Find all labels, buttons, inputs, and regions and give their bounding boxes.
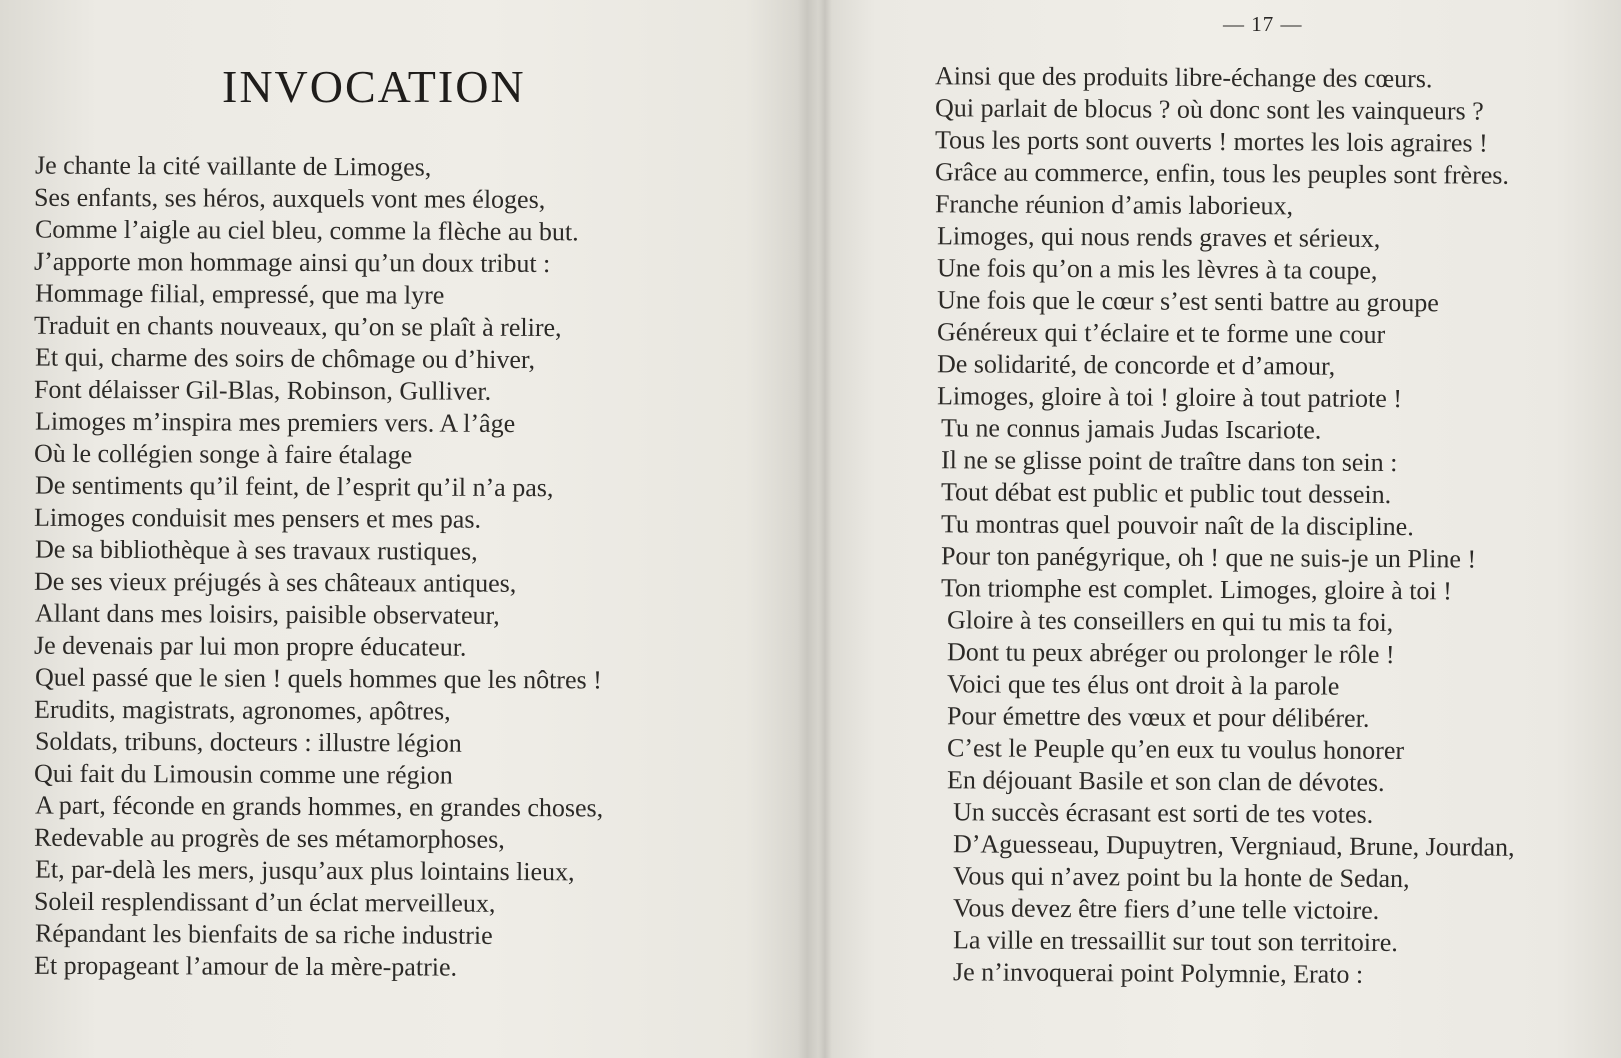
verse-line: Vous qui n’avez point bu la honte de Sedan, xyxy=(952,861,1410,894)
right-page xyxy=(835,0,1621,1058)
verse-line: Gloire à tes conseillers en qui tu mis ta foi, xyxy=(946,605,1394,637)
verse-line: Où le collégien songe à faire étalage xyxy=(33,438,413,470)
verse-line: Ses enfants, ses héros, auxquels vont mes éloges, xyxy=(33,182,546,214)
verse-line: De solidarité, de concorde et d’amour, xyxy=(936,349,1336,381)
verse-line: Hommage filial, empressé, que ma lyre xyxy=(34,278,445,310)
verse-line: Ainsi que des produits libre-échange des cœurs. xyxy=(934,61,1433,94)
verse-line: Traduit en chants nouveaux, qu’on se plaît à relire, xyxy=(33,310,562,343)
verse-line: Tu ne connus jamais Judas Iscariote. xyxy=(940,413,1322,445)
verse-line: Franche réunion d’amis laborieux, xyxy=(934,189,1294,221)
left-verse-lines xyxy=(34,151,602,983)
verse-line: Limoges m’inspira mes premiers vers. A l’âge xyxy=(34,406,516,439)
verse-line: Soldats, tribuns, docteurs : illustre légion xyxy=(34,726,462,758)
verse-line: Et propageant l’amour de la mère-patrie. xyxy=(33,950,458,982)
verse-line: Voici que tes élus ont droit à la parole xyxy=(946,669,1340,701)
verse-line: Limoges, gloire à toi ! gloire à tout patriote ! xyxy=(936,381,1403,414)
poem-title: INVOCATION xyxy=(222,61,526,112)
verse-line: Vous devez être fiers d’une telle victoire. xyxy=(952,893,1380,925)
verse-line: Ton triomphe est complet. Limoges, gloire à toi ! xyxy=(940,573,1452,606)
verse-line: Limoges, qui nous rends graves et sérieux, xyxy=(936,221,1381,253)
verse-line: Comme l’aigle au ciel bleu, comme la flèche au but. xyxy=(34,214,579,247)
verse-line: Soleil resplendissant d’un éclat merveilleux, xyxy=(33,886,496,918)
verse-line: Limoges conduisit mes pensers et mes pas. xyxy=(33,502,482,534)
verse-line: Redevable au progrès de ses métamorphoses, xyxy=(33,822,505,854)
verse-line: D’Aguesseau, Dupuytren, Vergniaud, Brune, Jourdan, xyxy=(952,829,1515,862)
verse-line: C’est le Peuple qu’en eux tu voulus honorer xyxy=(946,733,1405,766)
verse-line: Qui fait du Limousin comme une région xyxy=(33,758,453,790)
verse-line: Répandant les bienfaits de sa riche industrie xyxy=(34,918,493,950)
verse-line: De sentiments qu’il feint, de l’esprit qu’il n’a pas, xyxy=(34,470,554,503)
verse-line: Pour ton panégyrique, oh ! que ne suis-je un Pline ! xyxy=(940,541,1477,574)
verse-line: Généreux qui t’éclaire et te forme une cour xyxy=(936,317,1386,349)
verse-line: Tout débat est public et public tout dessein. xyxy=(940,477,1392,509)
verse-line: J’apporte mon hommage ainsi qu’un doux tribut : xyxy=(33,246,551,279)
verse-line: Qui parlait de blocus ? où donc sont les vainqueurs ? xyxy=(934,93,1484,126)
verse-line: Font délaisser Gil-Blas, Robinson, Gulliver. xyxy=(33,374,492,406)
book-gutter xyxy=(818,0,832,1058)
verse-line: De ses vieux préjugés à ses châteaux antiques, xyxy=(33,566,517,598)
verse-line: Tu montras quel pouvoir naît de la discipline. xyxy=(940,509,1414,542)
verse-line: A part, féconde en grands hommes, en grandes choses, xyxy=(34,790,604,823)
verse-line: Pour émettre des vœux et pour délibérer. xyxy=(946,701,1370,733)
right-verse-lines xyxy=(935,62,1515,990)
page-number: — 17 — xyxy=(1223,12,1303,36)
verse-line: En déjouant Basile et son clan de dévotes. xyxy=(946,765,1385,797)
verse-line: Tous les ports sont ouverts ! mortes les lois agraires ! xyxy=(934,125,1488,158)
verse-line: Je devenais par lui mon propre éducateur. xyxy=(33,630,467,662)
verse-line: Et, par-delà les mers, jusqu’aux plus lointains lieux, xyxy=(34,854,575,887)
verse-line: Je chante la cité vaillante de Limoges, xyxy=(34,150,432,182)
verse-line: Quel passé que le sien ! quels hommes que les nôtres ! xyxy=(34,662,602,695)
verse-line: Un succès écrasant est sorti de tes votes. xyxy=(952,797,1374,829)
verse-line: Une fois que le cœur s’est senti battre au groupe xyxy=(936,285,1439,318)
verse-line: Il ne se glisse point de traître dans ton sein : xyxy=(940,445,1398,478)
verse-line: La ville en tressaillit sur tout son territoire. xyxy=(952,925,1398,958)
verse-line: Je n’invoquerai point Polymnie, Erato : xyxy=(952,957,1364,989)
verse-line: Et qui, charme des soirs de chômage ou d’hiver, xyxy=(34,342,536,375)
verse-line: Une fois qu’on a mis les lèvres à ta coupe, xyxy=(936,253,1378,285)
verse-line: Erudits, magistrats, agronomes, apôtres, xyxy=(33,694,451,726)
verse-line: Grâce au commerce, enfin, tous les peuples sont frères. xyxy=(934,157,1510,190)
verse-line: Allant dans mes loisirs, paisible observateur, xyxy=(34,598,500,630)
verse-line: Dont tu peux abréger ou prolonger le rôle ! xyxy=(946,637,1395,670)
verse-line: De sa bibliothèque à ses travaux rustiques, xyxy=(34,534,478,566)
